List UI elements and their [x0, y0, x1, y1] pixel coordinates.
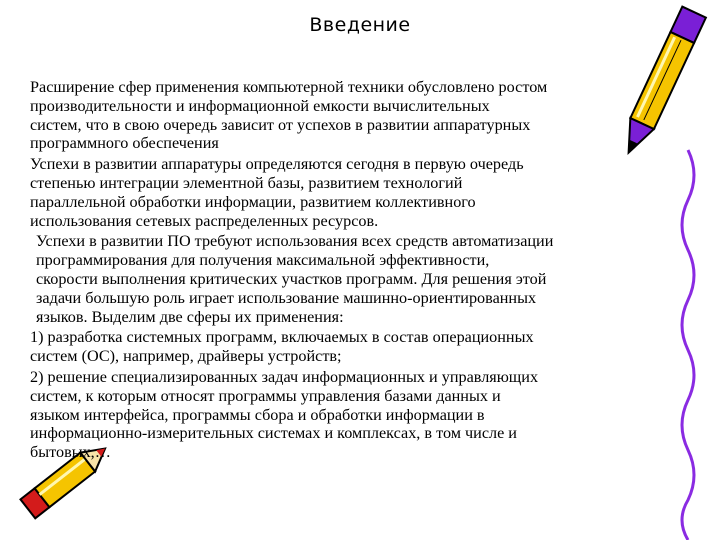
text-line: использования сетевых распределенных ресурсов.	[30, 211, 379, 230]
text-line: Успехи в развитии ПО требуют использования всех средств автоматизации	[36, 232, 554, 251]
text-line: систем, что в свою очередь зависит от успехов в развитии аппаратурных	[30, 115, 531, 134]
paragraph	[30, 155, 700, 230]
text-line: языков. Выделим две сферы их применения:	[36, 307, 344, 326]
text-line: систем, к которым относят программы управления базами данных и	[30, 386, 501, 405]
text-line: скорости выполнения критических участков программ. Для решения этой	[36, 269, 547, 288]
text-line: программного обеспечения	[30, 134, 219, 153]
text-line: параллельной обработки информации, развитием коллективного	[30, 192, 476, 211]
slide-body	[30, 78, 700, 464]
paragraph	[30, 78, 700, 153]
text-line: 1) разработка системных программ, включаемых в состав операционных	[30, 328, 534, 347]
text-line: бытовых,…	[30, 443, 111, 462]
text-line: Расширение сфер применения компьютерной техники обусловлено ростом	[30, 78, 548, 96]
text-line: языком интерфейса, программы сбора и обработки информации в	[30, 405, 485, 424]
text-line: Успехи в развитии аппаратуры определяются сегодня в первую очередь	[30, 155, 524, 174]
text-line: 2) решение специализированных задач информационных и управляющих	[30, 367, 539, 386]
paragraph	[30, 328, 700, 366]
text-line: степенью интеграции элементной базы, развитием технологий	[30, 173, 463, 192]
slide-title: Введение	[309, 14, 411, 36]
text-line: систем (ОС), например, драйверы устройств;	[30, 347, 342, 366]
text-line: задачи большую роль играет использование машинно-ориентированных	[36, 288, 537, 307]
text-line: информационно-измерительных системах и комплексах, в том числе и	[30, 424, 517, 443]
text-line: производительности и информационной емкости вычислительных	[30, 96, 490, 115]
paragraph	[30, 232, 700, 326]
paragraph	[30, 368, 700, 462]
text-line: программирования для получения максимальной эффективности,	[36, 251, 490, 270]
